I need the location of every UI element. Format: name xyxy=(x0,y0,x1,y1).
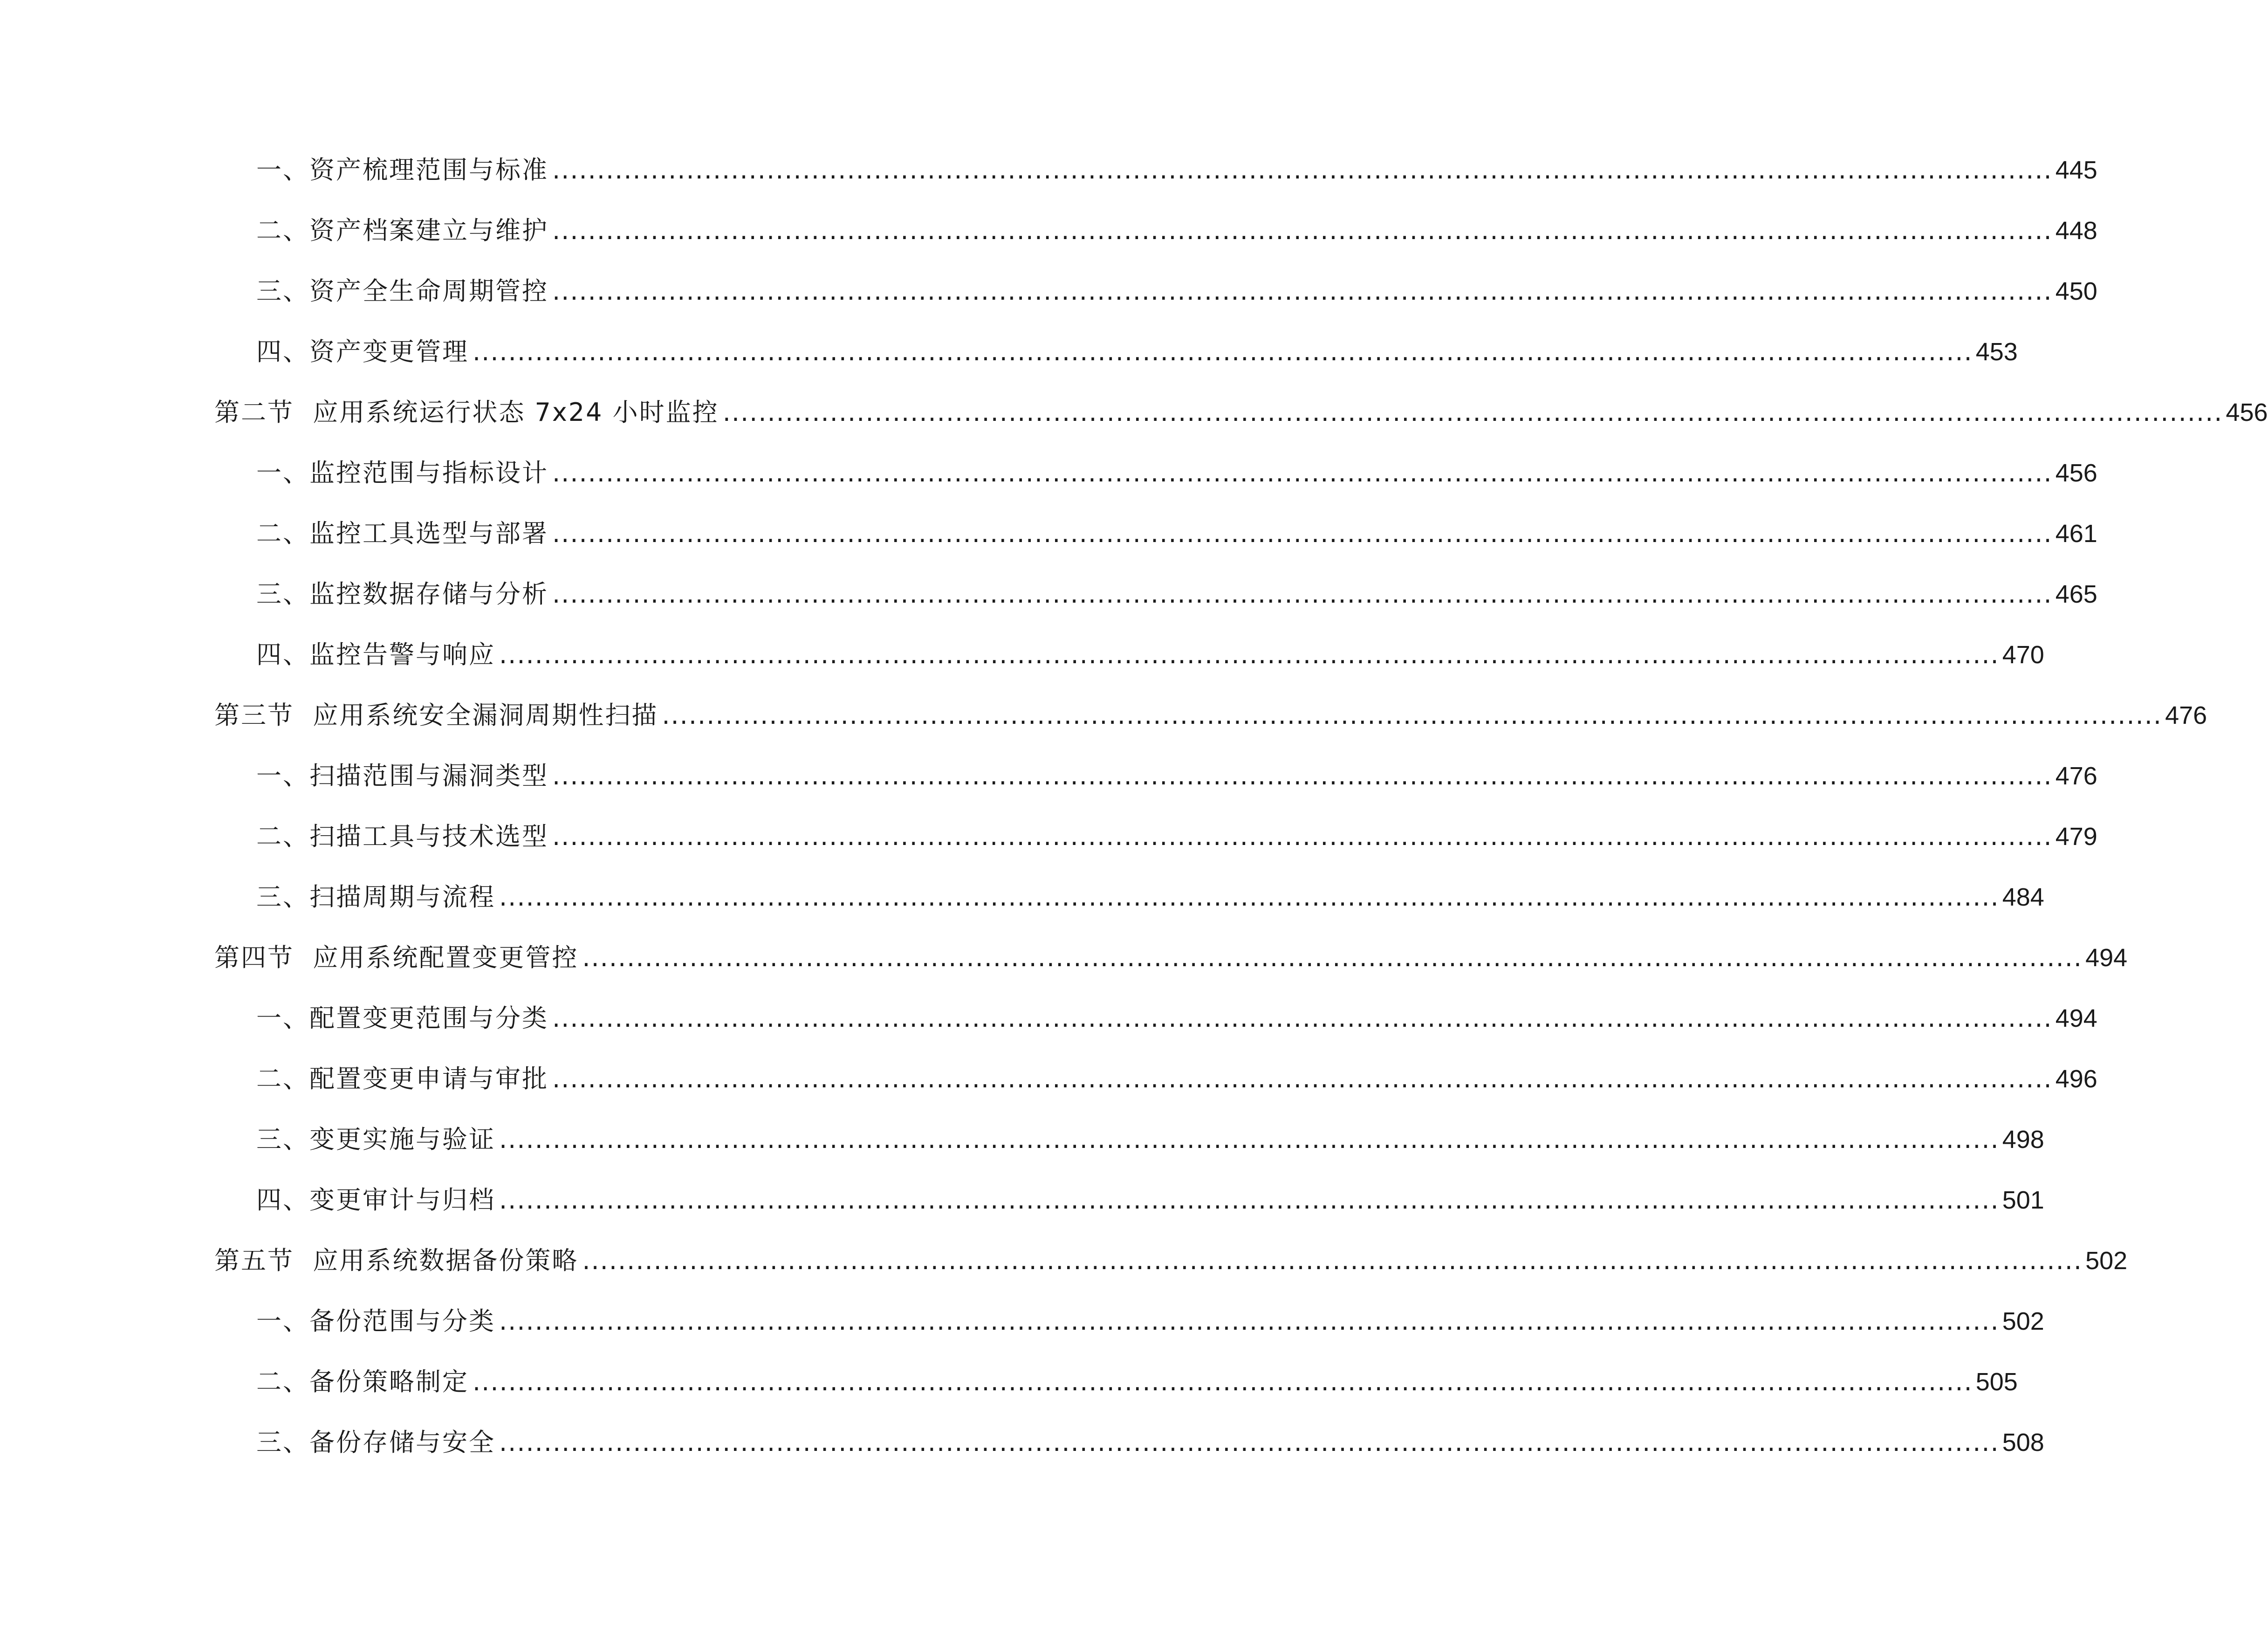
toc-entry[interactable] xyxy=(256,627,2044,683)
toc-entry-label: 一、配置变更范围与分类 xyxy=(256,1003,548,1033)
dot-leader: ........................................................................................................................................................................ xyxy=(552,1003,2053,1033)
toc-page-number: 494 xyxy=(2055,1004,2097,1032)
toc-page-number: 496 xyxy=(2055,1065,2097,1093)
toc-entry-label: 四、资产变更管理 xyxy=(256,337,469,366)
toc-entry[interactable] xyxy=(256,203,2097,259)
toc-page-number: 456 xyxy=(2226,398,2268,426)
toc-entry[interactable] xyxy=(256,263,2097,319)
toc-section-entry[interactable] xyxy=(214,930,2128,986)
toc-page-number: 448 xyxy=(2055,217,2097,245)
dot-leader: ........................................................................................................................................................................ xyxy=(499,1306,2000,1336)
toc-page-number: 494 xyxy=(2085,944,2128,972)
toc-entry-label: 二、备份策略制定 xyxy=(256,1367,469,1396)
toc-page-number: 445 xyxy=(2055,156,2097,184)
dot-leader: ........................................................................................................................................................................ xyxy=(552,1064,2053,1093)
toc-page-number: 484 xyxy=(2002,883,2044,911)
toc-section-label: 第五节 应用系统数据备份策略 xyxy=(214,1246,579,1275)
toc-entry-label: 四、监控告警与响应 xyxy=(256,640,495,669)
toc-entry[interactable] xyxy=(256,506,2097,562)
toc-page-number: 461 xyxy=(2055,520,2097,548)
dot-leader: ........................................................................................................................................................................ xyxy=(499,1125,2000,1154)
toc-page-number: 501 xyxy=(2002,1186,2044,1214)
toc-entry-label: 一、资产梳理范围与标准 xyxy=(256,155,548,185)
toc-entry[interactable] xyxy=(256,990,2097,1046)
toc-entry[interactable] xyxy=(256,1112,2044,1168)
toc-page-number: 498 xyxy=(2002,1126,2044,1154)
toc-section-label: 第二节 应用系统运行状态 7x24 小时监控 xyxy=(214,398,719,427)
toc-page-number: 508 xyxy=(2002,1429,2044,1456)
dot-leader: ........................................................................................................................................................................ xyxy=(582,1246,2083,1275)
dot-leader: ........................................................................................................................................................................ xyxy=(552,458,2053,488)
toc-entry-label: 一、备份范围与分类 xyxy=(256,1306,495,1336)
toc-entry-label: 四、变更审计与归档 xyxy=(256,1185,495,1215)
dot-leader: ........................................................................................................................................................................ xyxy=(473,337,1973,366)
dot-leader: ........................................................................................................................................................................ xyxy=(552,761,2053,790)
toc-section-entry[interactable] xyxy=(214,1233,2128,1289)
dot-leader: ........................................................................................................................................................................ xyxy=(552,216,2053,245)
toc-entry[interactable] xyxy=(256,142,2097,198)
toc-page-number: 502 xyxy=(2085,1247,2128,1275)
toc-entry[interactable] xyxy=(256,445,2097,501)
toc-page-number: 465 xyxy=(2055,580,2097,608)
toc-entry[interactable] xyxy=(256,566,2097,622)
dot-leader: ........................................................................................................................................................................ xyxy=(499,1185,2000,1215)
toc-entry[interactable] xyxy=(256,1172,2044,1228)
toc-section-label: 第四节 应用系统配置变更管控 xyxy=(214,943,579,972)
toc-entry-label: 三、变更实施与验证 xyxy=(256,1125,495,1154)
toc-page-number: 453 xyxy=(1975,338,2018,366)
toc-entry-label: 三、备份存储与安全 xyxy=(256,1428,495,1457)
toc-section-label: 第三节 应用系统安全漏洞周期性扫描 xyxy=(214,701,658,730)
dot-leader: ........................................................................................................................................................................ xyxy=(499,640,2000,669)
dot-leader: ........................................................................................................................................................................ xyxy=(499,1428,2000,1457)
dot-leader: ........................................................................................................................................................................ xyxy=(552,519,2053,548)
dot-leader: ........................................................................................................................................................................ xyxy=(552,822,2053,851)
toc-page-number: 470 xyxy=(2002,641,2044,669)
toc-entry-label: 二、扫描工具与技术选型 xyxy=(256,822,548,851)
toc-entry-label: 一、扫描范围与漏洞类型 xyxy=(256,761,548,790)
dot-leader: ........................................................................................................................................................................ xyxy=(499,882,2000,912)
toc-page-number: 456 xyxy=(2055,459,2097,487)
toc-entry-label: 三、监控数据存储与分析 xyxy=(256,579,548,609)
dot-leader: ........................................................................................................................................................................ xyxy=(552,276,2053,306)
dot-leader: ........................................................................................................................................................................ xyxy=(552,579,2053,609)
dot-leader: ........................................................................................................................................................................ xyxy=(582,943,2083,972)
toc-page-number: 505 xyxy=(1975,1368,2018,1396)
toc-entry-label: 二、资产档案建立与维护 xyxy=(256,216,548,245)
toc-entry-label: 二、配置变更申请与审批 xyxy=(256,1064,548,1093)
toc-entry[interactable] xyxy=(256,809,2097,865)
toc-entry[interactable] xyxy=(256,1293,2044,1349)
dot-leader: ........................................................................................................................................................................ xyxy=(662,701,2163,730)
toc-entry-label: 二、监控工具选型与部署 xyxy=(256,519,548,548)
toc-entry[interactable] xyxy=(256,748,2097,804)
toc-section-entry[interactable] xyxy=(214,687,2207,743)
toc-entry[interactable] xyxy=(256,1354,2018,1410)
toc-page-number: 502 xyxy=(2002,1307,2044,1335)
toc-page-number: 476 xyxy=(2055,762,2097,790)
toc-entry[interactable] xyxy=(256,324,2018,380)
toc-entry-label: 三、资产全生命周期管控 xyxy=(256,276,548,306)
toc-entry[interactable] xyxy=(256,869,2044,925)
toc-entry[interactable] xyxy=(256,1051,2097,1107)
toc-page-number: 476 xyxy=(2165,701,2207,729)
toc-section-entry[interactable] xyxy=(214,385,2268,440)
toc-page-number: 450 xyxy=(2055,277,2097,305)
dot-leader: ........................................................................................................................................................................ xyxy=(552,155,2053,185)
dot-leader: ........................................................................................................................................................................ xyxy=(722,398,2223,427)
toc-entry-label: 一、监控范围与指标设计 xyxy=(256,458,548,488)
toc-entry-label: 三、扫描周期与流程 xyxy=(256,882,495,912)
dot-leader: ........................................................................................................................................................................ xyxy=(473,1367,1973,1396)
toc-entry[interactable] xyxy=(256,1415,2044,1470)
toc-page-number: 479 xyxy=(2055,823,2097,851)
